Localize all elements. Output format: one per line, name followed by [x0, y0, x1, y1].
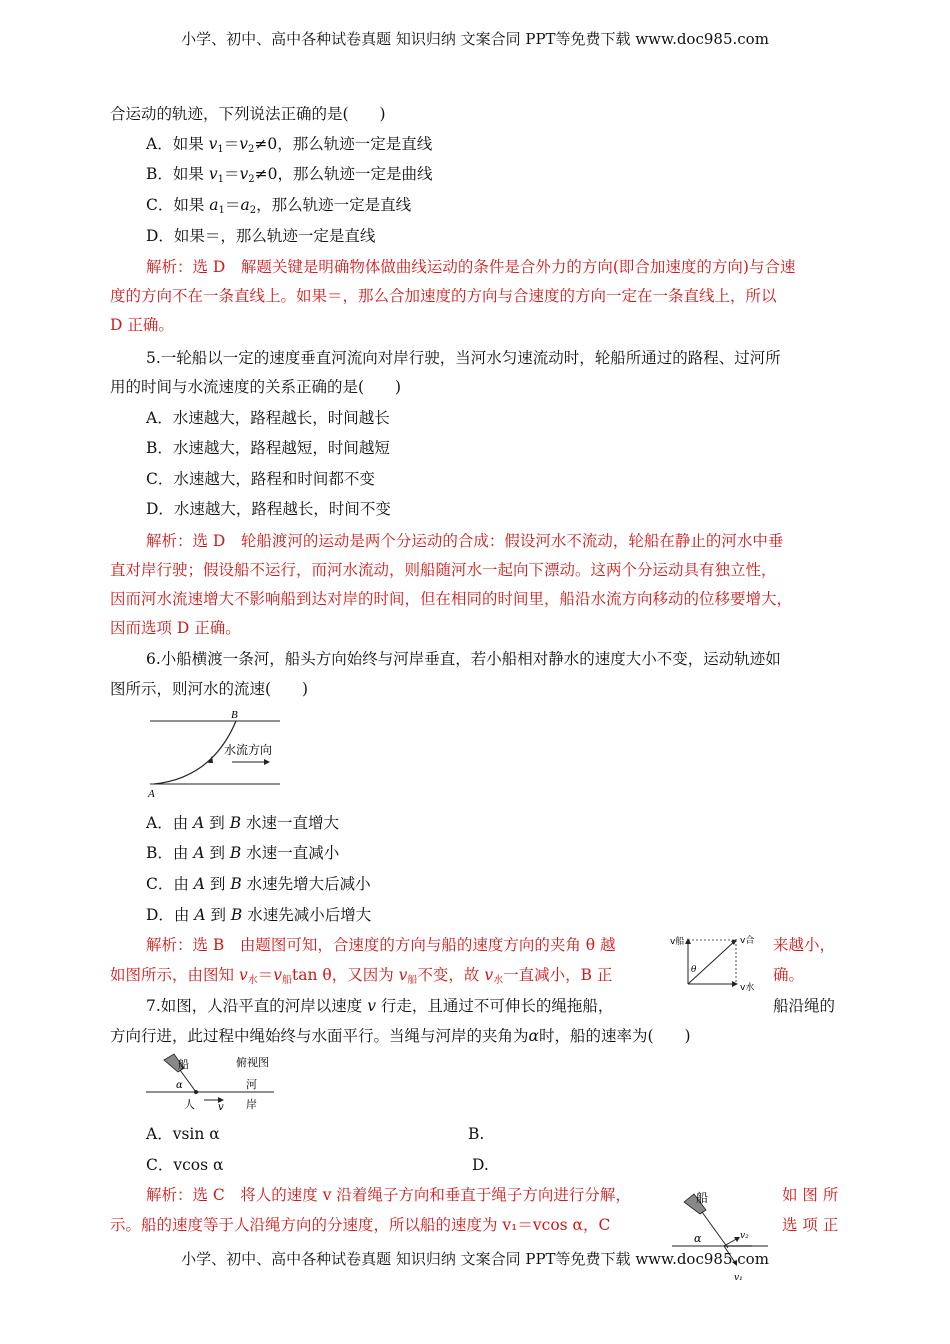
q6-stem-line-1: 6.小船横渡一条河，船头方向始终与河岸垂直，若小船相对静水的速度大小不变，运动轨迹如: [146, 650, 781, 668]
v2-label: v₂: [740, 1231, 749, 1241]
velocity-decomposition-figure: [668, 1188, 772, 1288]
point-a-label: A: [148, 788, 155, 800]
q7-stem-line-1: 7.如图，人沿平直的河岸以速度 v 行走，且通过不可伸长的绳拖船，: [146, 997, 614, 1015]
page-header: 小学、初中、高中各种试卷真题 知识归纳 文案合同 PPT等免费下载 www.doc985.com: [181, 30, 769, 48]
person-label: 人: [184, 1098, 195, 1111]
v-label: v: [218, 1102, 224, 1113]
an-label: 岸: [246, 1098, 257, 1111]
q5-analysis-line-4: 因而选项 D 正确。: [110, 619, 241, 637]
flow-arrow-icon: [264, 759, 270, 765]
q5-stem-line-1: 5.一轮船以一定的速度垂直河流向对岸行驶，当河水匀速流动时，轮船所通过的路程、过河所: [146, 349, 781, 367]
alpha-label: α: [176, 1080, 183, 1091]
q4-option-d: D．如果＝，那么轨迹一定是直线: [146, 227, 376, 245]
q5-stem-line-2: 用的时间与水流速度的关系正确的是( ): [110, 378, 402, 396]
theta-label: θ: [691, 965, 697, 975]
top-view-label: 俯视图: [236, 1056, 269, 1069]
q6-option-b: B．由 A 到 B 水速一直减小: [146, 844, 340, 862]
flow-direction-label: 水流方向: [224, 743, 273, 757]
q7-option-c: C．vcos α: [146, 1156, 224, 1174]
q6-analysis-line-2: 如图所示，由图知 $v_水=v_船\tan$ θ，又因为 $v_船$不变，故 $v_水$一直减小，B 正: [110, 966, 613, 986]
q4-stem: 合运动的轨迹，下列说法正确的是( ): [110, 105, 386, 123]
q7-analysis-line-1-tail: 如 图 所: [782, 1186, 839, 1204]
river-trajectory-figure: [140, 706, 290, 802]
boat-towing-figure: [140, 1050, 280, 1114]
v-shui-label: v水: [740, 983, 755, 992]
he-label: 河: [246, 1078, 257, 1091]
q6-analysis-line-1-tail: 来越小，: [773, 936, 836, 954]
q7-analysis-line-2-tail: 选 项 正: [782, 1216, 839, 1234]
v-chuan-label: v船: [670, 937, 685, 947]
q6-stem-line-2: 图所示，则河水的流速( ): [110, 680, 309, 698]
q5-analysis-line-3: 因而河水流速增大不影响船到达对岸的时间，但在相同的时间里，船沿水流方向移动的位移要增大，: [110, 590, 793, 608]
page-footer: 小学、初中、高中各种试卷真题 知识归纳 文案合同 PPT等免费下载 www.doc985.com: [181, 1250, 769, 1268]
q7-option-d: D.: [472, 1156, 489, 1174]
q7-analysis-line-1: 解析：选 C 将人的速度 v 沿着绳子方向和垂直于绳子方向进行分解，: [146, 1186, 631, 1204]
v-he-label: v合: [740, 936, 755, 946]
v-shui-arrow-icon: [732, 981, 738, 987]
q7-option-a: A．vsin α: [146, 1125, 220, 1143]
q4-option-b: B．如果 $v_1=v_2\ne 0$，那么轨迹一定是曲线: [146, 165, 433, 185]
v1-label: v₁: [734, 1273, 743, 1283]
q4-option-c: C．如果 $a_1=a_2$，那么轨迹一定是直线: [146, 196, 412, 216]
v-he-arrow: [688, 940, 736, 984]
point-b-label: B: [231, 709, 238, 721]
q5-option-a: A．水速越大，路程越长，时间越长: [146, 409, 390, 427]
q5-analysis-line-1: 解析：选 D 轮船渡河的运动是两个分运动的合成：假设河水不流动，轮船在静止的河水中垂: [146, 532, 784, 550]
q5-analysis-line-2: 直对岸行驶；假设船不运行，而河水流动，则船随河水一起向下漂动。这两个分运动具有独立性，: [110, 561, 777, 579]
q6-option-c: C．由 A 到 B 水速先增大后减小: [146, 875, 371, 893]
q4-analysis-line-1: 解析：选 D 解题关键是明确物体做曲线运动的条件是合外力的方向(即合加速度的方向)与合速: [146, 258, 796, 276]
boat-label: 船: [178, 1058, 189, 1071]
q6-option-a: A．由 A 到 B 水速一直增大: [146, 814, 340, 832]
q7-option-b: B.: [468, 1125, 485, 1143]
q6-option-d: D．由 A 到 B 水速先减小后增大: [146, 906, 372, 924]
q7-analysis-line-2: 示。船的速度等于人沿绳方向的分速度，所以船的速度为 v₁＝vcos α，C: [110, 1216, 611, 1234]
q4-analysis-line-2: 度的方向不在一条直线上。如果＝，那么合加速度的方向与合速度的方向一定在一条直线上，所以: [110, 287, 777, 305]
q7-stem-line-2: 方向行进，此过程中绳始终与水面平行。当绳与河岸的夹角为α时，船的速率为( ): [110, 1027, 691, 1045]
alpha-label-2: α: [694, 1232, 702, 1245]
q4-analysis-line-3: D 正确。: [110, 316, 174, 334]
q6-analysis-line-1: 解析：选 B 由题图可知，合速度的方向与船的速度方向的夹角 θ 越: [146, 936, 616, 954]
boat-label-2: 船: [696, 1191, 709, 1205]
q4-option-a: A．如果 $v_1=v_2\ne 0$，那么轨迹一定是直线: [146, 135, 433, 155]
q5-option-b: B．水速越大，路程越短，时间越短: [146, 439, 390, 457]
velocity-diagram: [668, 930, 764, 992]
q5-option-c: C．水速越大，路程和时间都不变: [146, 470, 375, 488]
q5-option-d: D．水速越大，路程越长，时间不变: [146, 500, 391, 518]
q7-stem-line-1-tail: 船沿绳的: [773, 997, 836, 1015]
person-dot-icon: [194, 1090, 198, 1094]
q6-analysis-line-2-tail: 确。: [773, 966, 805, 984]
v-chuan-arrow-icon: [685, 938, 691, 944]
rope-line-2: [702, 1212, 728, 1248]
